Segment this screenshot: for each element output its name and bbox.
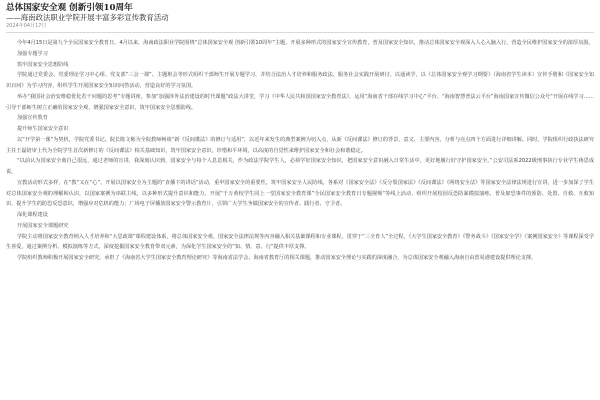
body-paragraph: 学院主动将国家安全教育纳入人才培养和“大思政课”课程建设体系，将总体国家安全观、国家安全法律法规等内容融入相关基础课程和专业课程，贯穿于“三全育人”全过程。《大学生国家安全教育》《警务战斗》《国家安全学》《案例国家安全》等课程深受学生喜爱，通过案例分析、模拟演练等方式，深度挖掘国家安全教育带双元素，为深化学生国家安全的“知、情、意、行”提供丰厚支撑。 [6,233,594,251]
article-subtitle: ——海南政法职业学院开展丰富多彩宣传教育活动 [6,13,169,22]
section-heading: 提升师生国家安全意识 [17,126,69,132]
body-paragraph: 以“开学第一课”为契机，学院党委书记、院长陈文彬为全院教师畅谈“新《反间谍法》的修订与适用”，以近年来发生的典型案例为切入点，从新《反间谍法》修订的背景、意义、主要内容、分析与亮点四个方面进行详细讲解。同时，学院组织行政执法研究主任王磊陪审士代为全院学生首次新修订的《反间谍法》相关基础知识，筑牢国家安全意识，珍惜和平环境，以高度的自觉性来维护国家安全和社会和谐稳定。 [6,136,594,154]
body-paragraph: 学院通过党委会、党委理论学习中心组、党支部“三会一课”、主题班会等形式组织干部师生开展专题学习，并结合法治人才培养和服务政法、服务社会实践开展研讨。以通读学，以《总体国家安全观学习纲要》（海南省学生读本）宣传手册和《国家安全知识百问》为学习内容，组织学生开展国家安全知识问答活动，营造良好的学习氛围。 [6,72,594,89]
publish-date: 2024年04月17日 [6,23,47,29]
section-heading: 加强专题学习 [17,50,48,57]
body-paragraph: 宣教活动形式多样，在“教”又在“心”。开展以国家安全为主题的“直播下的讲话”活动，重申国家安全的重要性，筑牢国家安全人民防线。各系对《国家安全法》《反分裂国家法》《反间谍法》《网络安全法》等国家安全法律法规进行宣讲，进一步加深了学生对总体国家安全观的理解和认识，以国家案例为串联主线，以多种形式提升意识和能力，开展“千万黄校学生同上一堂国家安全教育课”全民国家安全教育日专题视频“等线上活动，组织开展校园反恐防暴模拟演练，普及雇恐事件的预防、处置、自救、互救知识，提升学生的防恐反恐意识，增强应对危机的能力；广场电子屏播放国家安全警示教育片，引领广大学生争做国家安全的宣传者、践行者、守卫者。 [6,179,594,208]
body-paragraph: “以前认为国家安全离自己很远，通过老师的宣讲，我深刻认识到，国家安全与每个人息息相关，作为政法学院学生人，必须学好国家安全知识，把国家安全意识融入日常生活中，更好地履行好守护国家安全。”公安司法系2022级刑事执行专业学生蒋思成说。 [6,158,594,175]
body-paragraph: 举办“我国社会治安维稳优化若干问题的思考”专题讲座，参加“加强涉外法治建设的时代课题”政法大讲堂，学习《中华人民共和国国家安全教育法》，运用“海南省干部在线学习中心”平台、“海南智慧普法云平台”海南国家宣传微信公众号“开展在线学习……引导干部师生树立正确的国家安全观，增强国家安全意识，筑牢国家安全思想防线。 [6,93,594,111]
section-heading: 加强宣传教育 [17,115,48,122]
article-body [6,38,594,264]
section-heading: 开展国家安全课题研究 [17,222,69,229]
section-heading: 深化课程建设 [17,212,48,218]
article-title: 总体国家安全观 创新引领10周年 [6,3,133,13]
section-heading: 筑牢国家安全思想防线 [17,61,69,68]
title-divider [6,32,594,33]
body-paragraph: 学院组织教师积极开展国家安全研究。承担了《海南省大学生国家安全教育理论研究》等海南省法学会、海南省教育厅的相关课题，推动国家安全理论与实践的深度融合，为总体国家安全观融入海南自由贸易港建设提供理论支撑。 [17,255,537,261]
body-paragraph: 今年4月15日是第九个全民国家安全教育日。4月以来，海南政法职业学院围绕“总体国家安全观 创新引领10周年”主题，开展多种形式的国家安全宣传教育，普及国家安全知识，推动总体国家安全观深入人心入脑入行，营造全民维护国家安全的浓厚氛围。 [17,40,594,46]
